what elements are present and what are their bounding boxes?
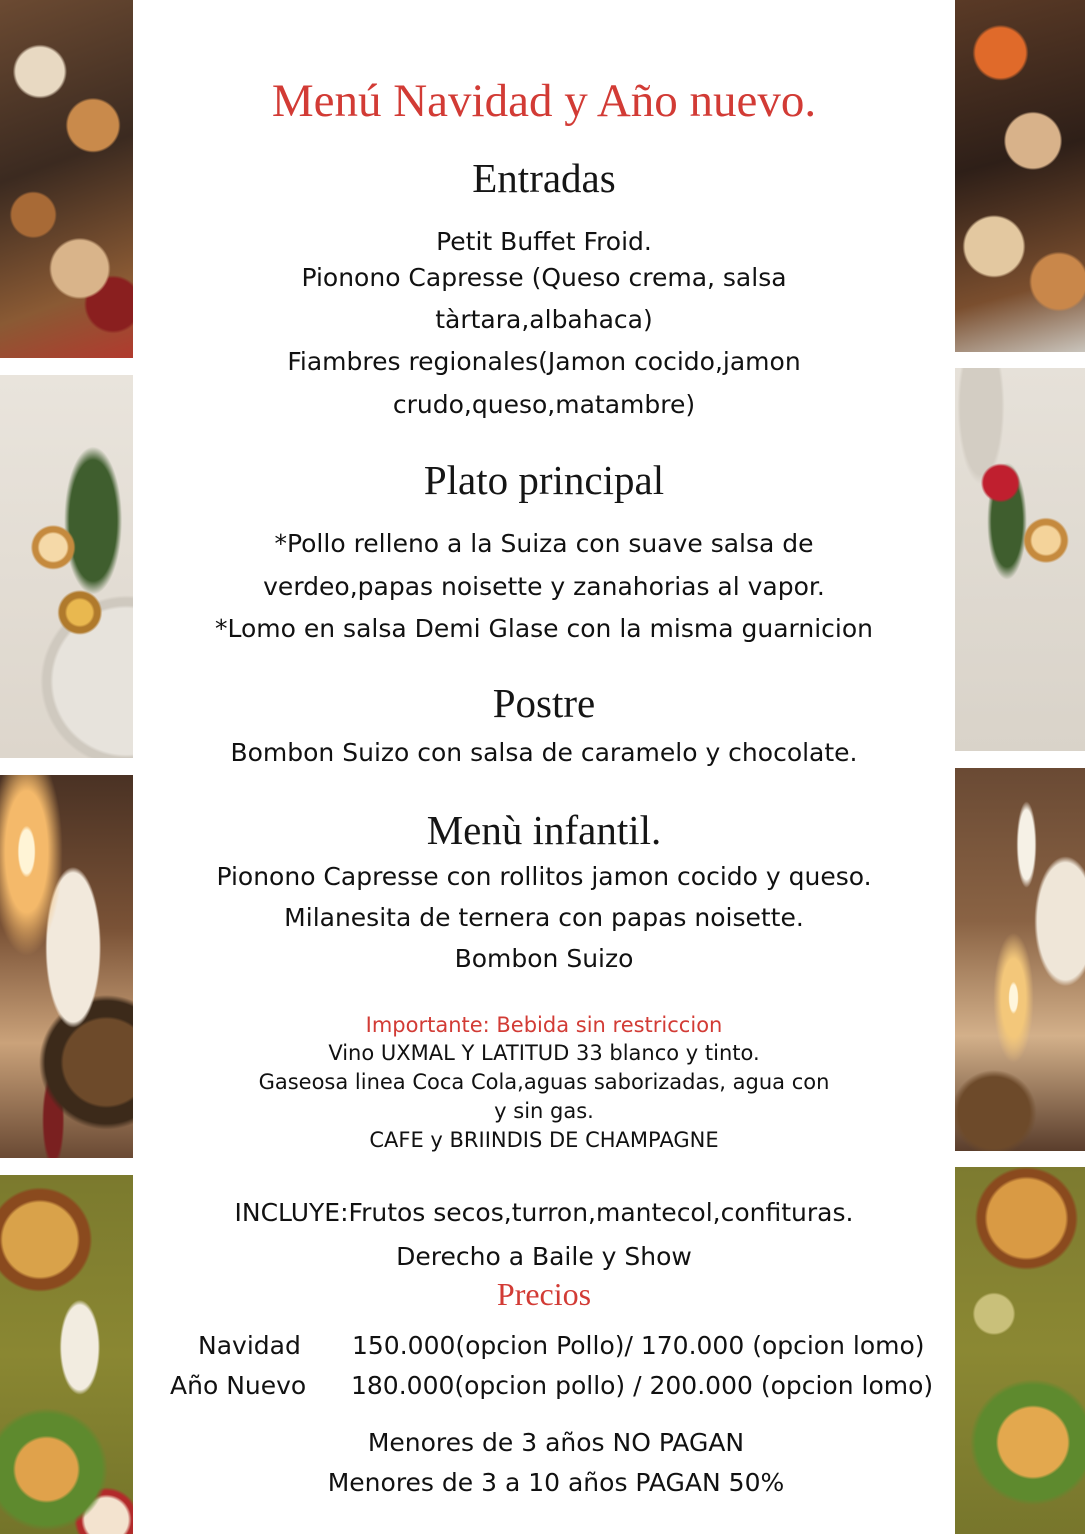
left-photo-strip <box>0 0 133 1534</box>
christmas-table-photo <box>0 375 133 758</box>
price-value-ano-nuevo: 180.000(opcion pollo) / 200.000 (opcion lomo) <box>351 1371 934 1400</box>
price-label-navidad: Navidad <box>198 1331 301 1360</box>
entradas-line: Pionono Capresse (Queso crema, salsa <box>301 263 787 292</box>
gingerbread-cookies-photo <box>0 0 133 358</box>
plato-line: verdeo,papas noisette y zanahorias al vapor. <box>263 572 825 601</box>
entradas-line: crudo,queso,matambre) <box>392 390 696 419</box>
festive-dishes-photo <box>955 1167 1085 1534</box>
bebidas-line: CAFE y BRIINDIS DE CHAMPAGNE <box>369 1128 719 1152</box>
candle-dinner-photo <box>0 775 133 1158</box>
bebidas-heading: Importante: Bebida sin restriccion <box>365 1013 723 1037</box>
menores-line: Menores de 3 a 10 años PAGAN 50% <box>327 1468 785 1497</box>
entradas-line: tàrtara,albahaca) <box>435 305 653 334</box>
festive-dishes-photo <box>0 1175 133 1534</box>
infantil-line: Bombon Suizo <box>454 944 634 973</box>
precios-heading: Precios <box>496 1276 592 1312</box>
plato-line: *Lomo en salsa Demi Glase con la misma guarnicion <box>215 614 873 643</box>
entradas-line: Petit Buffet Froid. <box>436 227 652 256</box>
menu-card <box>133 0 955 1534</box>
postre-line: Bombon Suizo con salsa de caramelo y chocolate. <box>230 738 858 767</box>
infantil-line: Milanesita de ternera con papas noisette. <box>284 903 804 932</box>
incluye-text: INCLUYE:Frutos secos,turron,mantecol,confituras. <box>234 1198 854 1227</box>
price-label-ano-nuevo: Año Nuevo <box>170 1371 307 1400</box>
menu-title: Menú Navidad y Año nuevo. <box>271 75 817 127</box>
gingerbread-cookies-photo <box>955 0 1085 352</box>
entradas-line: Fiambres regionales(Jamon cocido,jamon <box>287 347 801 376</box>
plato-line: *Pollo relleno a la Suiza con suave salsa de <box>274 529 814 558</box>
candle-dinner-photo <box>955 768 1085 1151</box>
bebidas-line: y sin gas. <box>494 1099 594 1123</box>
right-photo-strip <box>955 0 1085 1534</box>
infantil-line: Pionono Capresse con rollitos jamon cocido y queso. <box>216 862 872 891</box>
menores-line: Menores de 3 años NO PAGAN <box>367 1428 745 1457</box>
derecho-text: Derecho a Baile y Show <box>396 1242 692 1271</box>
section-heading-postre: Postre <box>492 680 596 726</box>
bebidas-line: Vino UXMAL Y LATITUD 33 blanco y tinto. <box>328 1041 760 1065</box>
section-heading-menu-infantil: Menù infantil. <box>426 807 662 853</box>
section-heading-entradas: Entradas <box>472 155 616 201</box>
bebidas-line: Gaseosa linea Coca Cola,aguas saborizadas, agua con <box>258 1070 830 1094</box>
section-heading-plato-principal: Plato principal <box>423 457 665 503</box>
price-value-navidad: 150.000(opcion Pollo)/ 170.000 (opcion lomo) <box>352 1331 925 1360</box>
christmas-table-photo <box>955 368 1085 751</box>
